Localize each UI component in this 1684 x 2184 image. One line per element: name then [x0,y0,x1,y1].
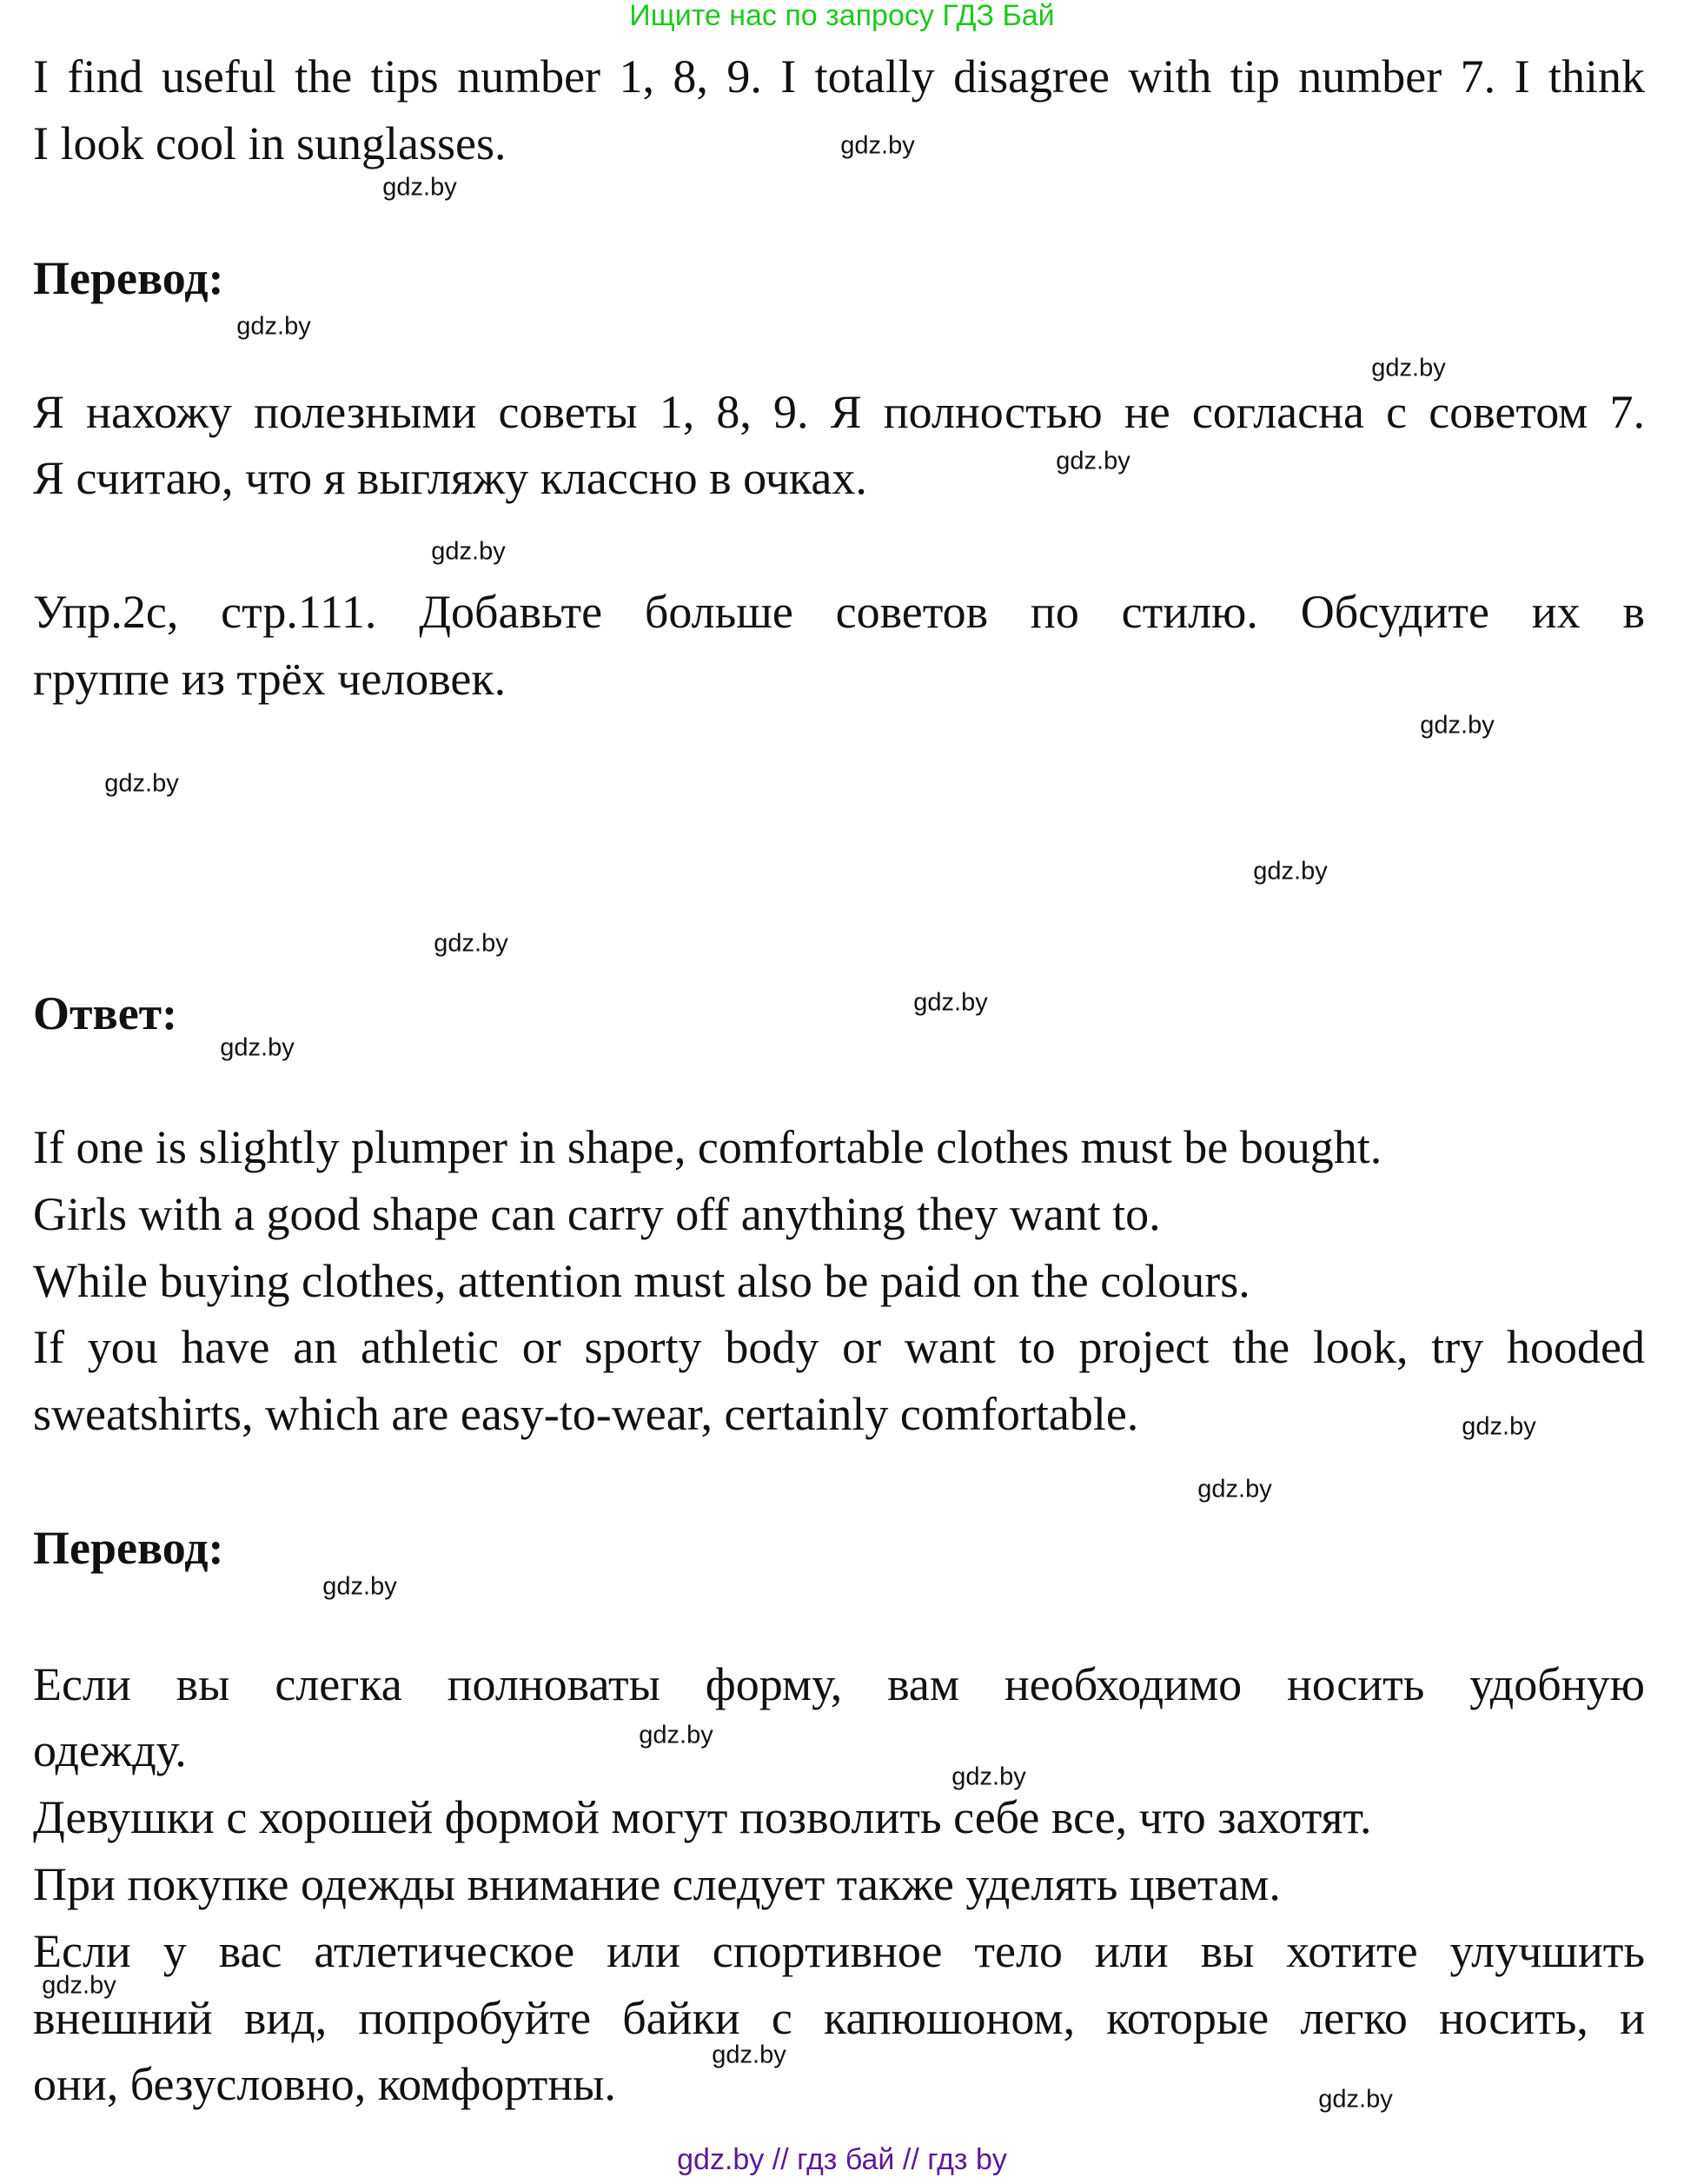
translation-line: одежду. [33,1724,187,1776]
translation-line: Я нахожу полезными советы 1, 8, 9. Я полностью не согласна с советом 7. [33,386,1645,438]
watermark: gdz.by [1197,1475,1272,1504]
exercise-line: Упр.2c, стр.111. Добавьте больше советов по стилю. Обсудите их в [33,586,1645,638]
answer-line: sweatshirts, which are easy-to-wear, certainly comfortable. [33,1388,1139,1440]
search-banner: Ищите нас по запросу ГДЗ Бай [629,0,1055,32]
answer-text-line: I find useful the tips number 1, 8, 9. I totally disagree with tip number 7. I think [33,50,1645,103]
watermark: gdz.by [220,1033,295,1062]
watermark: gdz.by [434,929,508,958]
answer-line: While buying clothes, attention must also be paid on the colours. [33,1255,1250,1307]
watermark: gdz.by [1056,447,1130,475]
footer-links: gdz.by // гдз бай // гдз by [677,2143,1007,2176]
watermark: gdz.by [42,1971,116,2000]
watermark: gdz.by [1318,2085,1393,2114]
answer-text-line: I look cool in sunglasses. [33,117,507,169]
watermark: gdz.by [1420,711,1495,740]
translation-line: внешний вид, попробуйте байки с капюшоном, которые легко носить, и [33,1992,1645,2044]
translation-line: Я считаю, что я выгляжу классно в очках. [33,452,867,504]
watermark: gdz.by [639,1721,713,1749]
watermark: gdz.by [104,769,179,798]
watermark: gdz.by [431,537,506,566]
watermark: gdz.by [382,173,457,202]
translation-line: Если у вас атлетическое или спортивное тело или вы хотите улучшить [33,1925,1645,1977]
watermark: gdz.by [951,1762,1026,1791]
watermark: gdz.by [1371,354,1446,382]
watermark: gdz.by [236,312,311,341]
watermark: gdz.by [913,988,988,1017]
answer-heading: Ответ: [33,987,178,1039]
translation-heading: Перевод: [33,252,224,304]
watermark: gdz.by [1253,857,1328,886]
translation-line: Если вы слегка полноваты форму, вам необходимо носить удобную [33,1658,1645,1710]
watermark: gdz.by [1462,1412,1536,1441]
watermark: gdz.by [840,131,915,160]
translation-line: При покупке одежды внимание следует также уделять цветам. [33,1858,1281,1910]
answer-line: Girls with a good shape can carry off anything they want to. [33,1188,1161,1240]
translation-line: Девушки с хорошей формой могут позволить себе все, что захотят. [33,1791,1372,1843]
translation-heading: Перевод: [33,1522,224,1574]
translation-line: они, безусловно, комфортны. [33,2058,616,2110]
answer-line: If you have an athletic or sporty body or want to project the look, try hooded [33,1321,1645,1373]
exercise-line: группе из трёх человек. [33,653,507,705]
watermark: gdz.by [712,2041,786,2069]
answer-line: If one is slightly plumper in shape, comfortable clothes must be bought. [33,1121,1382,1173]
watermark: gdz.by [322,1572,397,1601]
